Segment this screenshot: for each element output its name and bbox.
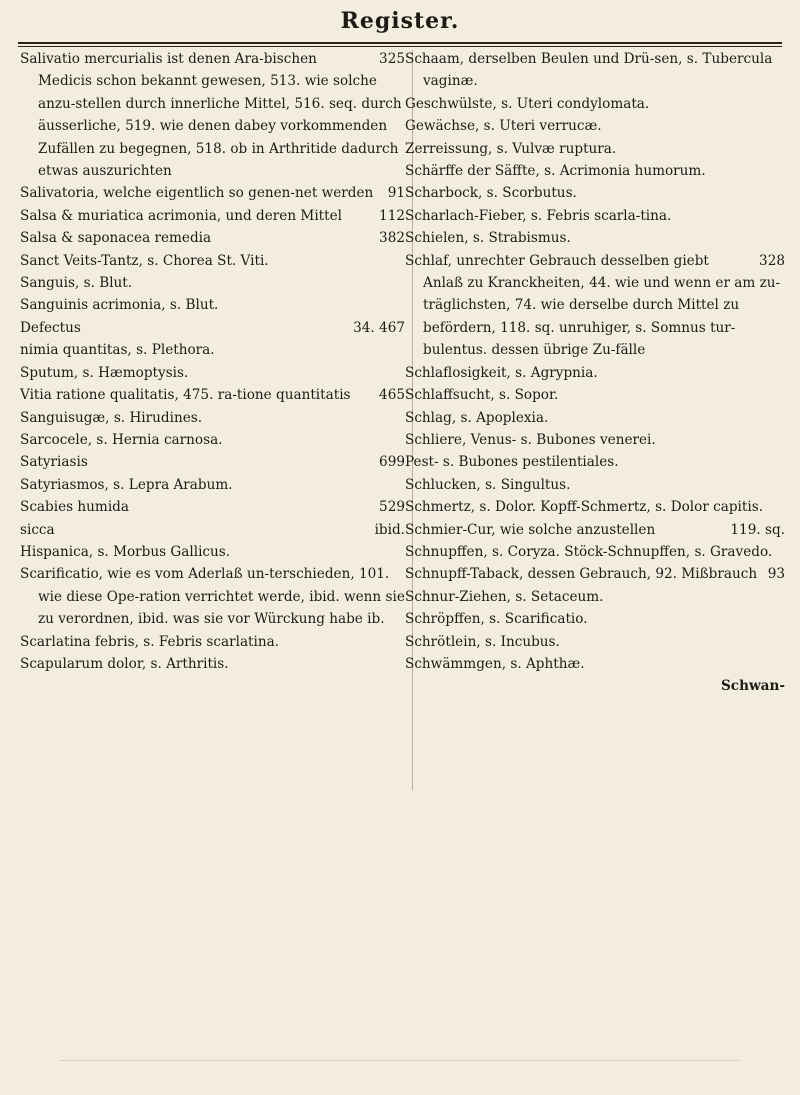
entry-text: Sanct Veits-Tantz, s. Chorea St. Viti. bbox=[20, 252, 269, 269]
page-reference: 529 bbox=[379, 499, 405, 516]
page-reference: 699 bbox=[379, 454, 405, 471]
catchword: Schwan- bbox=[720, 678, 785, 695]
entry-text: Schröpffen, s. Scarificatio. bbox=[405, 611, 588, 628]
entry-text: Vitia ratione qualitatis, 475. ra-tione quantitatis bbox=[20, 387, 351, 404]
entry-text: Satyriasmos, s. Lepra Arabum. bbox=[20, 476, 233, 493]
entry-text: Schmertz, s. Dolor. Kopff-Schmertz, s. Dolor capitis. bbox=[405, 499, 764, 516]
entry-text: Salsa & muriatica acrimonia, und deren Mittel bbox=[20, 207, 343, 224]
index-entry bbox=[405, 586, 785, 608]
entry-text: Schlaffsucht, s. Sopor. bbox=[405, 387, 559, 404]
entry-text: Sanguisugæ, s. Hirudines. bbox=[20, 409, 203, 426]
entry-text: Schnur-Ziehen, s. Setaceum. bbox=[405, 588, 604, 605]
entry-text: Schliere, Venus- s. Bubones venerei. bbox=[405, 431, 656, 448]
index-entry bbox=[405, 250, 785, 362]
entry-text: Zerreissung, s. Vulvæ ruptura. bbox=[405, 140, 617, 157]
index-entry bbox=[405, 608, 785, 630]
index-entry bbox=[20, 541, 405, 563]
entry-text: Schrötlein, s. Incubus. bbox=[405, 633, 560, 650]
index-entry bbox=[20, 250, 405, 272]
index-entry bbox=[20, 407, 405, 429]
index-entry bbox=[405, 563, 785, 585]
index-entry bbox=[20, 227, 405, 249]
page-reference: 465 bbox=[379, 387, 405, 404]
entry-text: Salsa & saponacea remedia bbox=[20, 230, 212, 247]
index-entry bbox=[405, 205, 785, 227]
index-entry bbox=[20, 182, 405, 204]
index-entry bbox=[20, 451, 405, 473]
entry-text: Scharbock, s. Scorbutus. bbox=[405, 185, 577, 202]
header-rule bbox=[18, 42, 782, 44]
index-entry bbox=[405, 115, 785, 137]
index-entry bbox=[20, 362, 405, 384]
entry-text: Scapularum dolor, s. Arthritis. bbox=[20, 655, 229, 672]
index-entry bbox=[20, 294, 405, 316]
index-entry bbox=[405, 519, 785, 541]
page-title: Register. bbox=[340, 8, 460, 34]
entry-text: Salivatio mercurialis ist denen Ara-bischen Medicis schon bekannt gewesen, 513. wie solche anzu-stellen durch innerliche Mittel, 516. seq. durch äusserliche, 519. wie denen dabey vorkommenden Zufällen zu begegnen, 518. ob in Arthritide dadurch etwas auszurichten bbox=[20, 51, 402, 180]
index-entry bbox=[20, 272, 405, 294]
entry-text: Schielen, s. Strabismus. bbox=[405, 230, 571, 247]
index-entry bbox=[405, 653, 785, 675]
left-column bbox=[20, 48, 405, 675]
entry-text: Scabies humida bbox=[20, 499, 129, 516]
entry-text: Schmier-Cur, wie solche anzustellen bbox=[405, 521, 656, 538]
page-reference: 93 bbox=[767, 566, 785, 583]
index-entry bbox=[20, 631, 405, 653]
page-reference: ibid. bbox=[374, 521, 405, 538]
index-entry bbox=[405, 496, 785, 518]
index-entry bbox=[405, 227, 785, 249]
entry-text: Sputum, s. Hæmoptysis. bbox=[20, 364, 189, 381]
entry-text: Salivatoria, welche eigentlich so genen-net werden bbox=[20, 185, 374, 202]
index-entry bbox=[20, 496, 405, 518]
entry-text: Geschwülste, s. Uteri condylomata. bbox=[405, 95, 650, 112]
entry-text: Scharlach-Fieber, s. Febris scarla-tina. bbox=[405, 207, 672, 224]
index-entry bbox=[405, 93, 785, 115]
entry-text: nimia quantitas, s. Plethora. bbox=[20, 342, 215, 359]
page-reference: 328 bbox=[759, 252, 785, 269]
index-entry bbox=[20, 317, 405, 339]
entry-text: Satyriasis bbox=[20, 454, 88, 471]
index-entry bbox=[405, 48, 785, 93]
index-entry bbox=[405, 474, 785, 496]
entry-text: Schnupffen, s. Coryza. Stöck-Schnupffen, s. Gravedo. bbox=[405, 543, 773, 560]
index-entry bbox=[405, 407, 785, 429]
index-entry bbox=[405, 138, 785, 160]
entry-text: Schlucken, s. Singultus. bbox=[405, 476, 571, 493]
index-entry bbox=[405, 362, 785, 384]
page-reference: 91 bbox=[387, 185, 405, 202]
entry-text: Hispanica, s. Morbus Gallicus. bbox=[20, 543, 231, 560]
page-reference: 382 bbox=[379, 230, 405, 247]
entry-text: sicca bbox=[20, 521, 55, 538]
entry-text: Pest- s. Bubones pestilentiales. bbox=[405, 454, 619, 471]
bottom-edge bbox=[60, 1060, 740, 1061]
index-entry bbox=[405, 631, 785, 653]
entry-text: Defectus bbox=[20, 319, 81, 336]
index-entry bbox=[20, 653, 405, 675]
index-entry bbox=[20, 474, 405, 496]
index-entry bbox=[20, 429, 405, 451]
index-entry bbox=[405, 160, 785, 182]
entry-text: Sanguis, s. Blut. bbox=[20, 275, 133, 292]
entry-text: Schlaf, unrechter Gebrauch desselben giebt Anlaß zu Kranckheiten, 44. wie und wenn er am zu-träglichsten, 74. wie derselbe durch Mittel zu befördern, 118. sq. unruhiger, s. Somnus tur-bulentus. dessen übrige Zu-fälle bbox=[405, 252, 781, 359]
entry-text: Scarificatio, wie es vom Aderlaß un-terschieden, 101. wie diese Ope-ration verrichtet werde, ibid. wenn sie zu verordnen, ibid. was sie vor Würckung habe ib. bbox=[20, 566, 405, 628]
entry-text: Schaam, derselben Beulen und Drü-sen, s. Tubercula vaginæ. bbox=[405, 51, 773, 90]
entry-text: Sarcocele, s. Hernia carnosa. bbox=[20, 431, 223, 448]
page-reference: 325 bbox=[379, 51, 405, 67]
entry-text: Schnupff-Taback, dessen Gebrauch, 92. Mißbrauch bbox=[405, 566, 758, 583]
index-entry bbox=[405, 182, 785, 204]
index-entry bbox=[20, 519, 405, 541]
entry-text: Scarlatina febris, s. Febris scarlatina. bbox=[20, 633, 280, 650]
index-entry bbox=[20, 339, 405, 361]
entry-text: Gewächse, s. Uteri verrucæ. bbox=[405, 118, 602, 135]
page-reference: 34. 467 bbox=[353, 319, 405, 336]
entry-text: Schlag, s. Apoplexia. bbox=[405, 409, 549, 426]
header-rule-thin bbox=[18, 46, 782, 47]
right-column bbox=[405, 48, 785, 698]
page-reference: 112 bbox=[379, 207, 405, 224]
index-entry bbox=[405, 451, 785, 473]
entry-text: Schwämmgen, s. Aphthæ. bbox=[405, 655, 585, 672]
index-entry bbox=[20, 48, 405, 182]
index-entry bbox=[20, 384, 405, 406]
entry-text: Schärffe der Säffte, s. Acrimonia humorum. bbox=[405, 163, 706, 180]
index-entry bbox=[405, 429, 785, 451]
index-entry bbox=[20, 205, 405, 227]
index-entry bbox=[405, 384, 785, 406]
entry-text: Sanguinis acrimonia, s. Blut. bbox=[20, 297, 219, 314]
index-entry bbox=[20, 563, 405, 630]
index-entry bbox=[405, 541, 785, 563]
entry-text: Schlaflosigkeit, s. Agrypnia. bbox=[405, 364, 598, 381]
page-reference: 119. sq. bbox=[730, 521, 785, 538]
